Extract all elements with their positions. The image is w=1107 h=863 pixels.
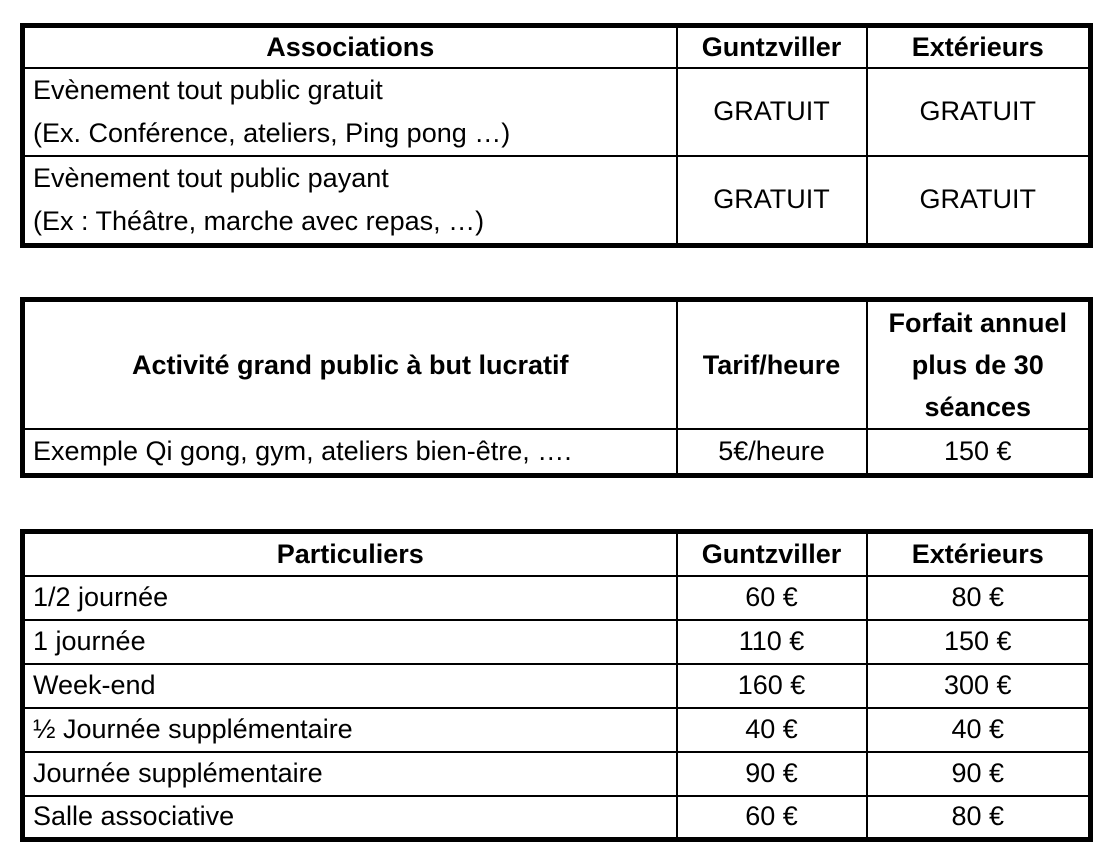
table-row (23, 156, 1091, 246)
price-exterieurs: 150 € (867, 620, 1091, 664)
guntzviller-header: Guntzviller (677, 26, 867, 68)
rental-period-label: Salle associative (23, 796, 677, 840)
exterieurs-header: Extérieurs (867, 532, 1091, 576)
price-guntzviller: 90 € (677, 752, 867, 796)
activite-example-label: Exemple Qi gong, gym, ateliers bien-être, …. (23, 429, 677, 475)
event-label-cell (23, 156, 677, 246)
price-exterieurs: 90 € (867, 752, 1091, 796)
associations-table (20, 23, 1093, 248)
price-exterieurs: 40 € (867, 708, 1091, 752)
price-exterieurs: 300 € (867, 664, 1091, 708)
associations-header: Associations (23, 26, 677, 68)
price-exterieurs: GRATUIT (867, 68, 1091, 156)
activite-header: Activité grand public à but lucratif (23, 300, 677, 430)
event-label-cell (23, 68, 677, 156)
rental-period-label: Week-end (23, 664, 677, 708)
event-examples: (Ex : Théâtre, marche avec repas, …) (33, 205, 485, 236)
table-header-row (23, 532, 1091, 576)
price-guntzviller: 60 € (677, 796, 867, 840)
rental-period-label: 1 journée (23, 620, 677, 664)
price-exterieurs: 80 € (867, 576, 1091, 620)
forfait-annuel-header (867, 300, 1091, 430)
table-header-row (23, 26, 1091, 68)
rental-period-label: ½ Journée supplémentaire (23, 708, 677, 752)
event-title: Evènement tout public payant (33, 162, 389, 193)
event-examples: (Ex. Conférence, ateliers, Ping pong …) (33, 117, 511, 148)
guntzviller-header: Guntzviller (677, 532, 867, 576)
price-guntzviller: 60 € (677, 576, 867, 620)
table-row (23, 664, 1091, 708)
forfait-header-line: séances (924, 392, 1032, 422)
price-guntzviller: GRATUIT (677, 156, 867, 246)
table-row (23, 68, 1091, 156)
price-guntzviller: 160 € (677, 664, 867, 708)
event-title: Evènement tout public gratuit (33, 74, 383, 105)
particuliers-header: Particuliers (23, 532, 677, 576)
price-exterieurs: 80 € (867, 796, 1091, 840)
table-row (23, 576, 1091, 620)
activite-table (20, 297, 1093, 478)
forfait-annuel-value: 150 € (867, 429, 1091, 475)
price-guntzviller: GRATUIT (677, 68, 867, 156)
forfait-header-line: plus de 30 (911, 350, 1044, 380)
rental-period-label: 1/2 journée (23, 576, 677, 620)
table-header-row (23, 300, 1091, 430)
exterieurs-header: Extérieurs (867, 26, 1091, 68)
table-row (23, 796, 1091, 840)
price-guntzviller: 40 € (677, 708, 867, 752)
price-exterieurs: GRATUIT (867, 156, 1091, 246)
tarif-heure-value: 5€/heure (677, 429, 867, 475)
particuliers-table (20, 529, 1093, 842)
rental-period-label: Journée supplémentaire (23, 752, 677, 796)
forfait-header-line: Forfait annuel (888, 308, 1067, 338)
table-row (23, 708, 1091, 752)
table-row (23, 429, 1091, 475)
table-row (23, 752, 1091, 796)
table-row (23, 620, 1091, 664)
price-guntzviller: 110 € (677, 620, 867, 664)
tarif-heure-header: Tarif/heure (677, 300, 867, 430)
